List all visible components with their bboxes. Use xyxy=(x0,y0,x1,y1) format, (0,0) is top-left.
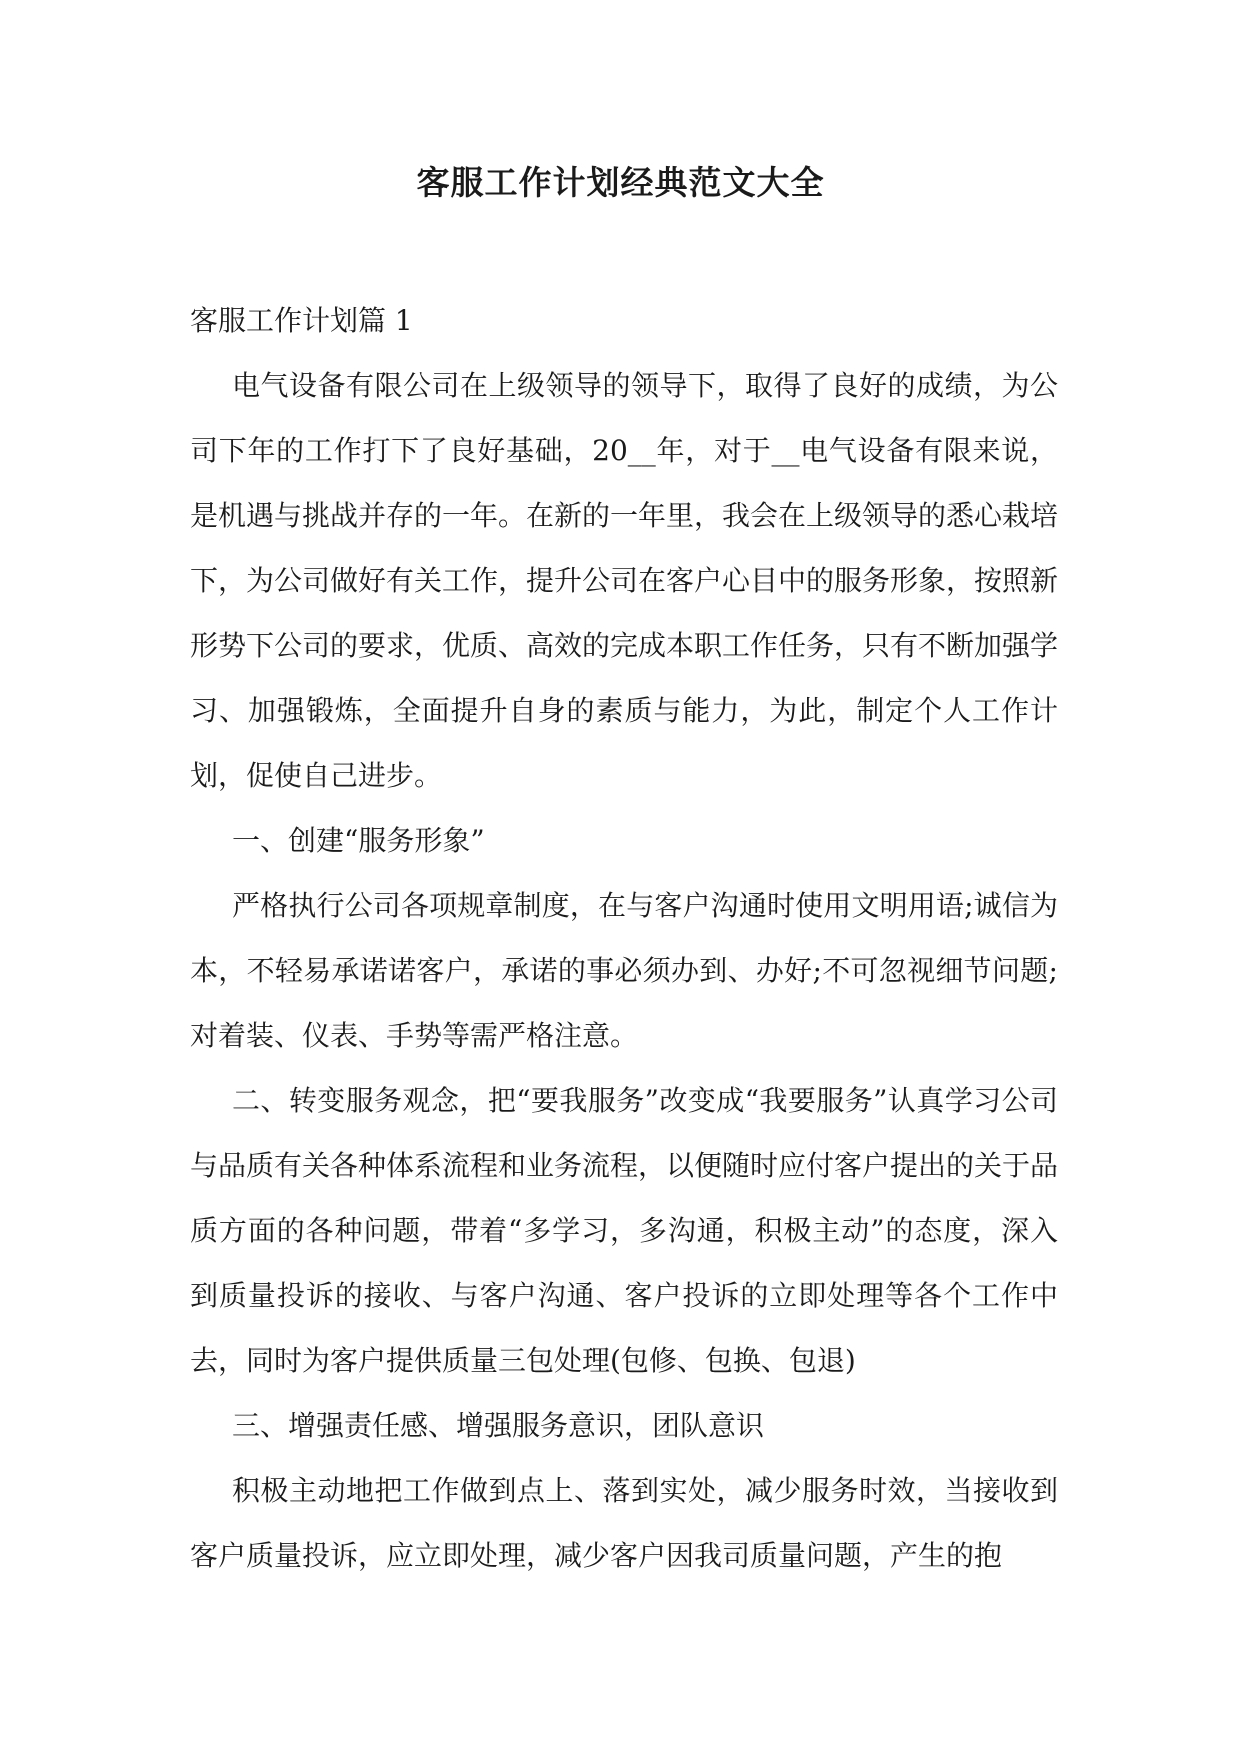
body-paragraph: 二、转变服务观念，把“要我服务”改变成“我要服务”认真学习公司与品质有关各种体系流程和业务流程，以便随时应付客户提出的关于品质方面的各种问题，带着“多学习，多沟通，积极主动”的态度，深入到质量投诉的接收、与客户沟通、客户投诉的立即处理等各个工作中去，同时为客户提供质量三包处理(包修、包换、包退) xyxy=(190,1084,1059,1377)
subsection-heading: 一、创建“服务形象” xyxy=(232,824,485,857)
body-paragraph: 严格执行公司各项规章制度，在与客户沟通时使用文明用语;诚信为本，不轻易承诺诺客户，承诺的事必须办到、办好;不可忽视细节问题;对着装、仪表、手势等需严格注意。 xyxy=(190,889,1058,1052)
section-heading: 客服工作计划篇 1 xyxy=(190,304,413,337)
document-title: 客服工作计划经典范文大全 xyxy=(416,163,825,202)
subsection-heading: 三、增强责任感、增强服务意识，团队意识 xyxy=(232,1409,765,1442)
body-paragraph: 电气设备有限公司在上级领导的领导下，取得了良好的成绩，为公司下年的工作打下了良好基础，20__年，对于__电气设备有限来说，是机遇与挑战并存的一年。在新的一年里，我会在上级领导的悉心栽培下，为公司做好有关工作，提升公司在客户心目中的服务形象，按照新形势下公司的要求，优质、高效的完成本职工作任务，只有不断加强学习、加强锻炼，全面提升自身的素质与能力，为此，制定个人工作计划，促使自己进步。 xyxy=(190,369,1059,792)
body-paragraph: 积极主动地把工作做到点上、落到实处，减少服务时效，当接收到客户质量投诉，应立即处理，减少客户因我司质量问题，产生的抱 xyxy=(190,1474,1058,1572)
document-body xyxy=(190,288,1058,1588)
